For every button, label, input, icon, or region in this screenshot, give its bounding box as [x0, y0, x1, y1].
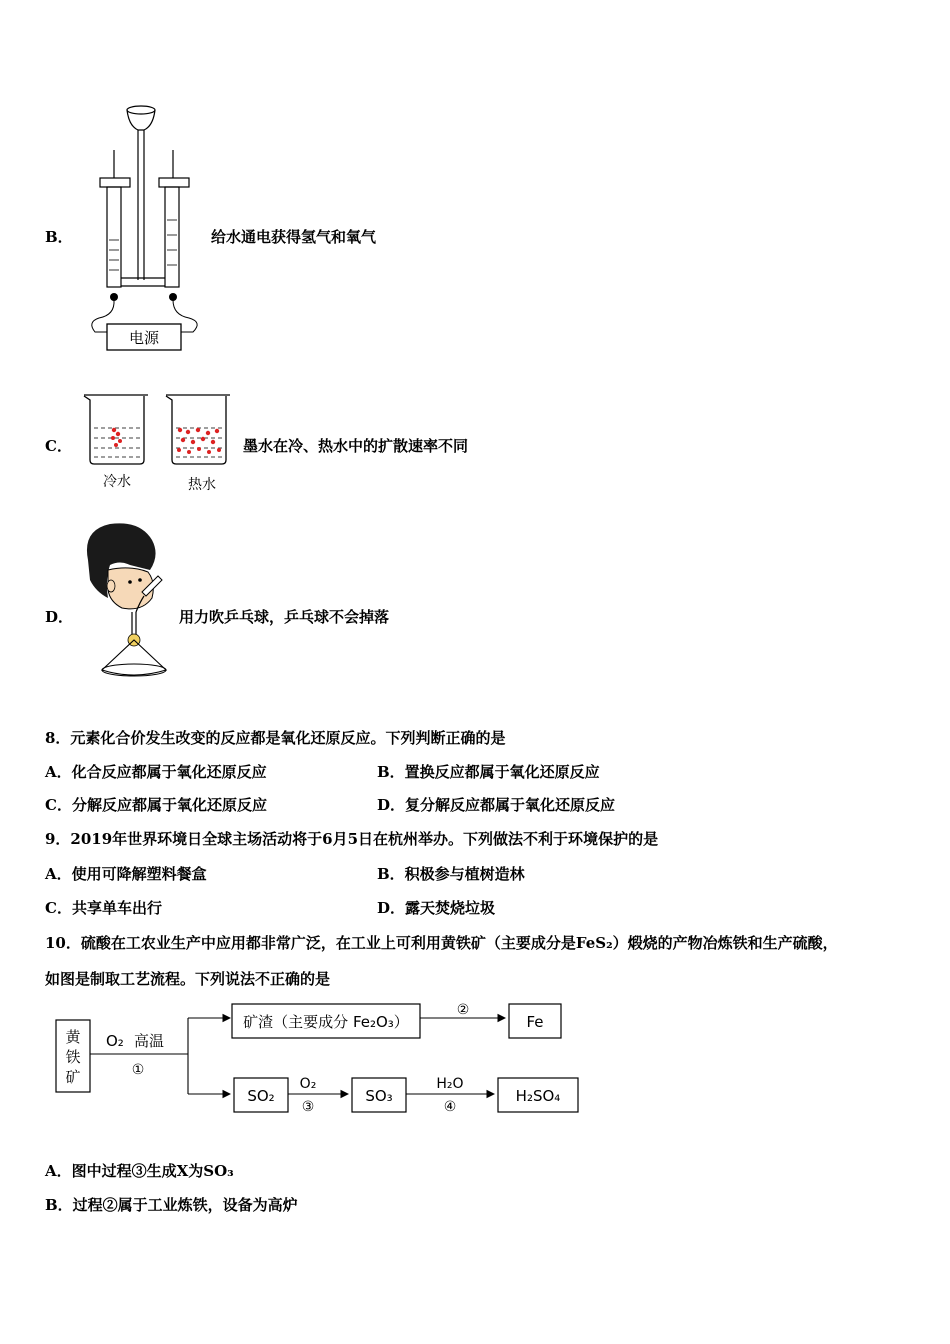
option-b-text: 给水通电获得氢气和氧气: [211, 228, 377, 246]
cold-water-label: 冷水: [103, 474, 131, 490]
high-temp-label: 高温: [134, 1032, 165, 1050]
o2-label: O₂: [106, 1032, 124, 1050]
q8-stem: 8．元素化合价发生改变的反应都是氧化还原反应。下列判断正确的是: [45, 729, 506, 747]
q9-option-a: A．使用可降解塑料餐盒: [45, 865, 207, 883]
q8-option-a: A．化合反应都属于氧化还原反应: [45, 763, 267, 781]
pyrite-char-3: 矿: [65, 1068, 81, 1086]
q9-stem: 9．2019年世界环境日全球主场活动将于6月5日在杭州举办。下列做法不利于环境保护的是: [45, 830, 659, 848]
h2o-label: H₂O: [436, 1076, 464, 1092]
q8-option-b: B．置换反应都属于氧化还原反应: [377, 763, 600, 781]
q9-option-d: D．露天焚烧垃圾: [377, 899, 496, 917]
blowing-ball-figure: [80, 520, 180, 680]
step-2-label: ②: [456, 1002, 470, 1018]
option-d-text: 用力吹乒乓球，乒乓球不会掉落: [179, 608, 390, 626]
o2-second-label: O₂: [299, 1076, 317, 1092]
step-3-label: ③: [301, 1099, 315, 1115]
option-b-letter: B．: [45, 228, 73, 246]
pyrite-char-1: 黄: [65, 1028, 81, 1046]
process-flow-diagram: [50, 1000, 590, 1120]
q10-stem-line2: 如图是制取工艺流程。下列说法不正确的是: [45, 970, 331, 988]
q10-stem-line1: 10．硫酸在工农业生产中应用都非常广泛，在工业上可利用黄铁矿（主要成分是FeS₂）煅烧的产物冶炼铁和生产硫酸，: [45, 934, 838, 952]
pyrite-char-2: 铁: [65, 1048, 81, 1066]
diffusion-beakers-figure: [80, 390, 240, 495]
option-d-letter: D．: [45, 608, 74, 626]
fe-label: Fe: [526, 1013, 544, 1031]
q8-option-c: C．分解反应都属于氧化还原反应: [45, 796, 267, 814]
so2-label: SO₂: [247, 1087, 275, 1105]
h2so4-label: H₂SO₄: [515, 1087, 561, 1105]
q10-option-a: A．图中过程③生成X为SO₃: [45, 1162, 234, 1180]
q9-option-b: B．积极参与植树造林: [377, 865, 525, 883]
step-4-label: ④: [443, 1099, 457, 1115]
option-c-text: 墨水在冷、热水中的扩散速率不同: [243, 437, 469, 455]
option-c-letter: C．: [45, 437, 72, 455]
q8-option-d: D．复分解反应都属于氧化还原反应: [377, 796, 616, 814]
so3-label: SO₃: [365, 1087, 393, 1105]
step-1-label: ①: [131, 1062, 145, 1078]
q9-option-c: C．共享单车出行: [45, 899, 162, 917]
power-source-label: 电源: [128, 329, 160, 347]
slag-label: 矿渣（主要成分 Fe₂O₃）: [243, 1013, 409, 1031]
hot-water-label: 热水: [188, 477, 216, 493]
electrolysis-apparatus-figure: [85, 100, 205, 355]
q10-option-b: B．过程②属于工业炼铁，设备为高炉: [45, 1196, 298, 1214]
